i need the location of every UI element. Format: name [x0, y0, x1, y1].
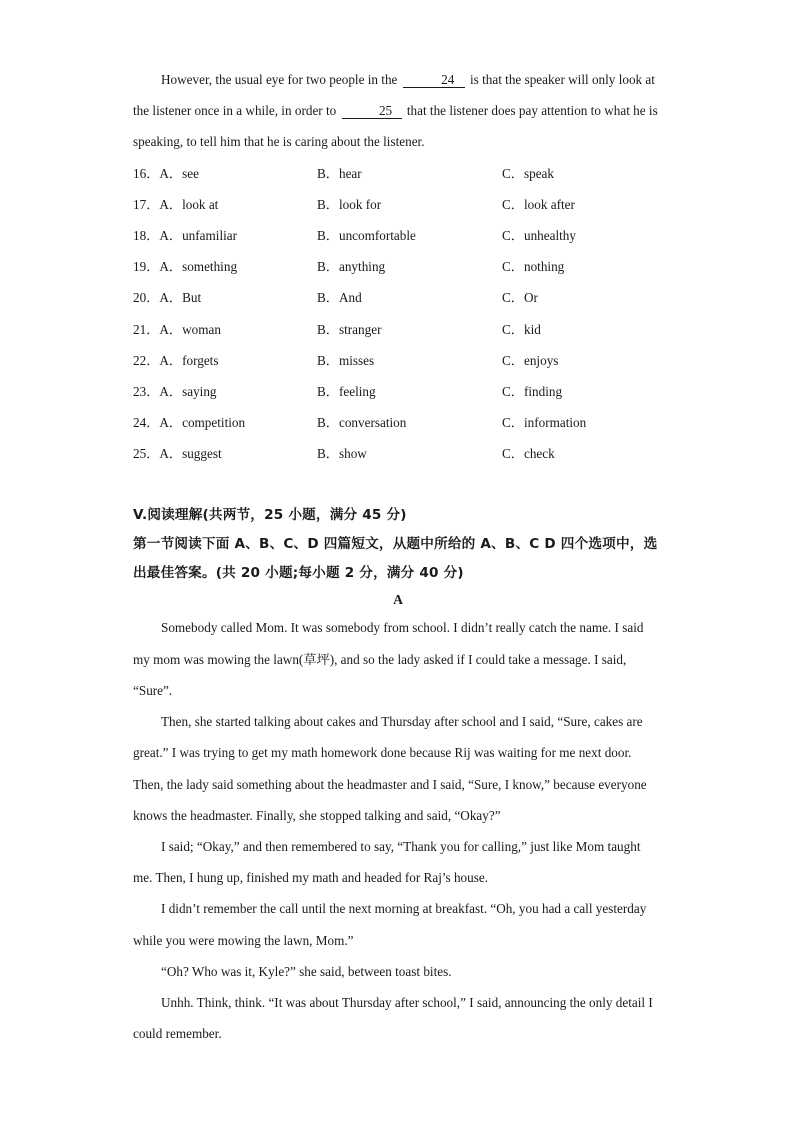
option-b: B．And — [317, 290, 362, 306]
option-c: C．enjoys — [502, 352, 559, 368]
intro-text-part1: However, the usual eye for two people in the — [161, 72, 401, 87]
option-c: C．kid — [502, 321, 541, 337]
option-c: C．nothing — [502, 259, 565, 275]
option-a: 21．A．woman — [133, 321, 221, 337]
passage-paragraph: Somebody called Mom. It was somebody from school. I didn’t really catch the name. I said my mom was mowing the lawn(草坪), and so the lady asked if I could take a message. I said, “Sure”. — [133, 620, 644, 698]
section-heading — [133, 501, 663, 588]
option-a: 22．A．forgets — [133, 352, 219, 368]
option-b: B．stranger — [317, 321, 382, 337]
options-list — [133, 158, 663, 470]
option-b: B．hear — [317, 165, 362, 181]
option-a: 18．A．unfamiliar — [133, 227, 238, 243]
question-20-row — [133, 282, 663, 313]
intro-text-part2: is that the speaker will only look at the listener once in a while, in order to — [133, 72, 655, 119]
option-a: 23．A．saying — [133, 383, 217, 399]
intro-text-part3: that the listener does pay attention to what he is speaking, to tell him that he is caring about the listener. — [133, 103, 658, 150]
question-18-row — [133, 220, 663, 251]
question-19-row — [133, 251, 663, 282]
option-c: C．look after — [502, 196, 575, 212]
option-a: 19．A．something — [133, 259, 238, 275]
option-a: 16．A．see — [133, 165, 199, 181]
option-b: B．feeling — [317, 383, 376, 399]
question-25-row — [133, 438, 663, 469]
option-c: C．speak — [502, 165, 555, 181]
blank-25: 25 — [342, 104, 402, 119]
option-c: C．information — [502, 415, 587, 431]
passage-intro-paragraph — [133, 64, 663, 158]
option-b: B．misses — [317, 352, 375, 368]
question-21-row — [133, 314, 663, 345]
document-page — [133, 64, 663, 1049]
option-b: B．uncomfortable — [317, 227, 416, 243]
question-24-row — [133, 407, 663, 438]
option-a: 20．A．But — [133, 290, 202, 306]
passage-title: A — [393, 592, 403, 608]
passage-paragraph: I didn’t remember the call until the next morning at breakfast. “Oh, you had a call yesterday while you were mowing the lawn, Mom.” — [133, 901, 647, 948]
blank-24: 24 — [403, 73, 465, 88]
option-c: C．finding — [502, 383, 563, 399]
option-a: 17．A．look at — [133, 196, 219, 212]
passage-paragraph: Then, she started talking about cakes and Thursday after school and I said, “Sure, cakes are great.” I was trying to get my math homework done because Rij was waiting for me next door. Then, the lady said something about the headmaster and I said, “Sure, I know,” because everyone knows the headmaster. Finally, she stopped talking and said, “Okay?” — [133, 714, 647, 823]
question-16-row — [133, 158, 663, 189]
option-a: 24．A．competition — [133, 415, 246, 431]
question-22-row — [133, 345, 663, 376]
option-b: B．conversation — [317, 415, 407, 431]
option-c: C．Or — [502, 290, 538, 306]
question-17-row — [133, 189, 663, 220]
option-b: B．show — [317, 446, 367, 462]
passage-paragraph: “Oh? Who was it, Kyle?” she said, between toast bites. — [161, 963, 452, 979]
option-b: B．look for — [317, 196, 382, 212]
passage-paragraph: Unhh. Think, think. “It was about Thursday after school,” I said, announcing the only detail I could remember. — [133, 994, 653, 1042]
option-a: 25．A．suggest — [133, 446, 222, 462]
option-c: C．unhealthy — [502, 227, 576, 243]
section-heading-line2: 第一节阅读下面 A、B、C、D 四篇短文，从题中所给的 A、B、C D 四个选项中，选出最佳答案。(共 20 小题;每小题 2 分，满分 40 分) — [133, 536, 658, 582]
section-heading-line1: V.阅读理解(共两节，25 小题，满分 45 分) — [133, 507, 407, 524]
option-b: B．anything — [317, 259, 386, 275]
passage-paragraph: I said; “Okay,” and then remembered to say, “Thank you for calling,” just like Mom taught me. Then, I hung up, finished my math and headed for Raj’s house. — [133, 838, 641, 886]
option-c: C．check — [502, 446, 555, 462]
question-23-row — [133, 376, 663, 407]
